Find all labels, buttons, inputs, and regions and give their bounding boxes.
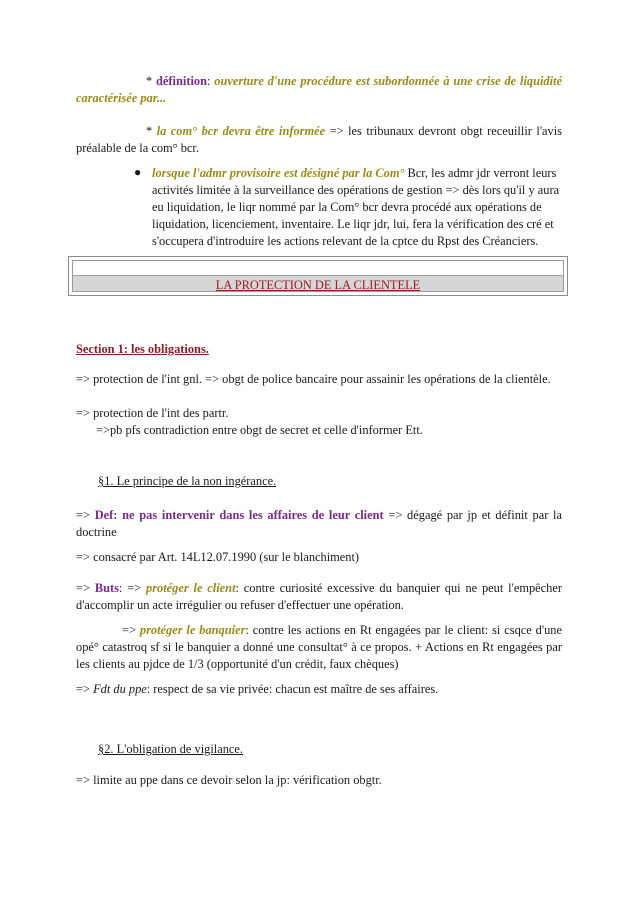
banner-title: LA PROTECTION DE LA CLIENTELE [215, 278, 421, 292]
commission-label: la com° bcr devra être informée [156, 124, 326, 138]
consacre-line: => consacré par Art. 14L12.07.1990 (sur le blanchiment) [76, 550, 360, 564]
def-label: Def: ne pas intervenir dans les affaires de leur client [94, 508, 384, 522]
bullet-dot-icon: ● [134, 165, 142, 179]
section-1-line-3: =>pb pfs contradiction entre obgt de secret et celle d'informer Ett. [96, 423, 423, 437]
banquier-text: : contre les actions en Rt engagées par le client: si csqce d'une opé° catastroq sf si le banquier a donné une consultat° à ce propos. + Actions en Rt engagées par les clients au pjdce de 1/3 (opportunité d'un crédit, faux chèques) [76, 623, 562, 671]
def-text: => dégagé par jp et définit par la doctrine [76, 508, 562, 539]
section-1-line-2: => protection de l'int des partr. [76, 406, 229, 420]
fondement-line: => Fdt du ppe: respect de sa vie privée: chacun est maître de ses affaires. [76, 682, 439, 696]
banquier-target: protéger le banquier [139, 623, 246, 637]
asterisk-marker: * [146, 74, 157, 88]
asterisk-marker: * [146, 124, 157, 138]
subsection-2-title: §2. L'obligation de vigilance. [98, 742, 244, 756]
banner-frame [72, 260, 564, 292]
bullet-item [134, 165, 564, 250]
banquier-paragraph: => protéger le banquier: contre les actions en Rt engagées par le client: si csqce d'une opé° catastroq sf si le banquier a donné une consultat° à ce propos. + Actions en Rt engagées par les clients au pjdce de 1/3 (opportunité d'un crédit, faux chèques) [76, 623, 562, 671]
definition-paragraph: * définition: ouverture d'une procédure est subordonnée à une crise de liquidité caractérisée par... [76, 74, 562, 105]
bullet-label: lorsque l'admr provisoire est désigné par la Com° [152, 166, 405, 180]
commission-text: => les tribunaux devront obgt receuillir l'avis préalable de la com° bcr. [76, 124, 563, 155]
bullet-text: Bcr, les admr jdr verront leurs activités limitée à la surveillance des opérations de gestion => dès lors qu'il y aura eu liquidation, le liqr nommé par la Com° bcr devra procédé aux opérations de liquidation, licenciement, inventaire. Le liqr jdr, lui, fera la vérification des cré et s'occupera d'introduire les actions relevant de la cptce du Rpst des Créanciers. [152, 166, 560, 248]
buts-label: Buts [94, 581, 119, 595]
buts-paragraph: => Buts: => protéger le client: contre curiosité excessive du banquier qui ne peut l'empêcher d'accomplir un acte irrégulier ou refuser d'effectuer une opération. [76, 581, 562, 612]
vigilance-line: => limite au ppe dans ce devoir selon la jp: vérification obgtr. [76, 773, 382, 787]
buts-target: protéger le client [146, 581, 236, 595]
definition-label: définition [156, 74, 207, 88]
commission-paragraph [76, 123, 562, 157]
section-1-line-1: => protection de l'int gnl. => obgt de police bancaire pour assainir les opérations de la clientèle. [76, 372, 551, 386]
banner-top-strip [73, 261, 563, 276]
section-banner [68, 256, 568, 296]
section-1-title: Section 1: les obligations. [76, 342, 209, 356]
fondement-text: : respect de sa vie privée: chacun est maître de ses affaires. [146, 682, 439, 696]
buts-text: : contre curiosité excessive du banquier qui ne peut l'empêcher d'accomplir un acte irrégulier ou refuser d'effectuer une opération. [76, 581, 562, 612]
definition-text: ouverture d'une procédure est subordonnée à une crise de liquidité caractérisée par... [76, 74, 562, 105]
fondement-label: Fdt du ppe [93, 682, 147, 696]
subsection-1-title: §1. Le principe de la non ingérance. [98, 474, 277, 488]
definition-line: => Def: ne pas intervenir dans les affaires de leur client => dégagé par jp et définit par la doctrine [76, 508, 562, 539]
